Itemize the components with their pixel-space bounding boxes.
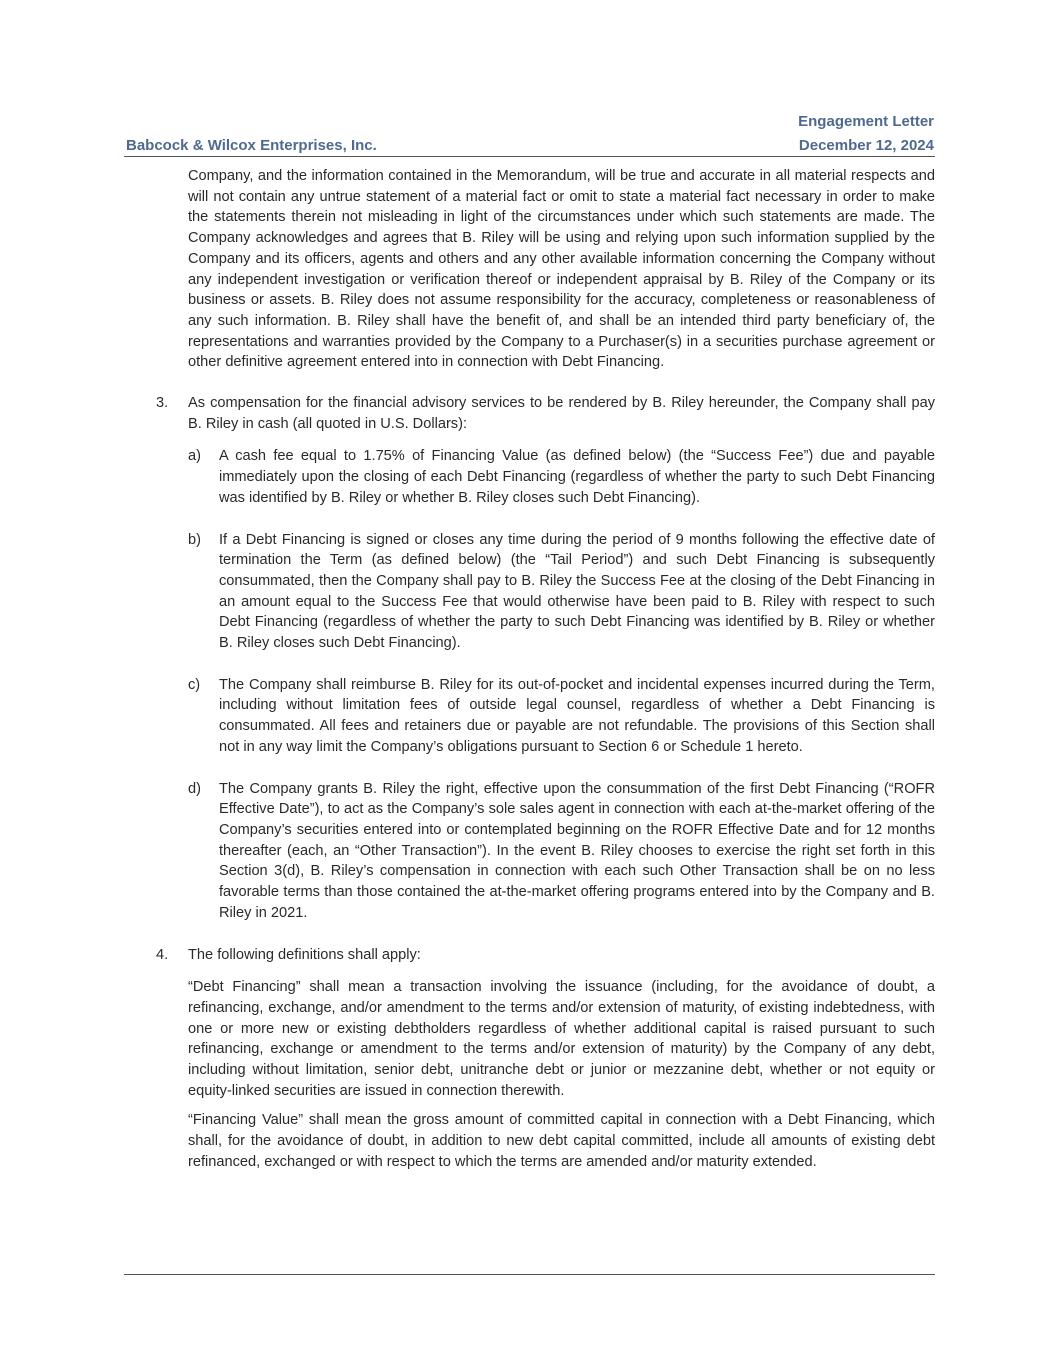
section-3 (124, 393, 935, 434)
list-item-label: b) (188, 531, 201, 548)
header-right (798, 110, 934, 158)
company-name: Babcock & Wilcox Enterprises, Inc. (126, 137, 377, 154)
footer-divider (124, 1274, 935, 1275)
list-item-text: The Company grants B. Riley the right, effective upon the consummation of the first Debt Financing (“ROFR Effective Date”), to act as the Company’s sole sales agent in connection with each at-the-market offering of the Company’s securities entered into or contemplated beginning on the ROFR Effective Date and for 12 months thereafter (each, an “Other Transaction”). In the event B. Riley chooses to exercise the right set forth in this Section 3(d), B. Riley’s compensation in connection with each such Other Transaction shall be on no less favorable terms than those contained the at-the-market offering programs entered into by the Company and B. Riley in 2021. (219, 780, 935, 921)
section-number: 3. (156, 395, 169, 412)
list-item-text: A cash fee equal to 1.75% of Financing Value (as defined below) (the “Success Fee”) due and payable immediately upon the closing of each Debt Financing (regardless of whether the party to such Debt Financing was identified by B. Riley or whether B. Riley closes such Debt Financing). (219, 448, 935, 506)
list-item-text: If a Debt Financing is signed or closes any time during the period of 9 months following the effective date of termination the Term (as defined below) (the “Tail Period”) and such Debt Financing is subsequently consummated, then the Company shall pay to B. Riley the Success Fee at the closing of the Debt Financing in an amount equal to the Success Fee that would otherwise have been paid to B. Riley with respect to such Debt Financing (regardless of whether the party to such Debt Financing was identified by B. Riley or whether B. Riley closes such Debt Financing). (219, 531, 935, 652)
section-text: As compensation for the financial advisory services to be rendered by B. Riley hereunder, the Company shall pay B. Riley in cash (all quoted in U.S. Dollars): (188, 395, 935, 432)
definition-paragraph: “Financing Value” shall mean the gross amount of committed capital in connection with a Debt Financing, which shall, for the avoidance of doubt, in addition to new debt capital committed, include all amounts of existing debt refinanced, exchanged or with respect to which the terms are amended and/or maturity extended. (188, 1112, 935, 1170)
list-item (124, 446, 935, 508)
list-item (124, 530, 935, 654)
list-item (124, 779, 935, 924)
section-number: 4. (156, 946, 169, 963)
section-4 (124, 945, 935, 966)
definition-paragraph: “Debt Financing” shall mean a transaction involving the issuance (including, for the avoidance of doubt, a refinancing, exchange, and/or amendment to the terms and/or extension of maturity, of existing indebtedness, with one or more new or existing debtholders regardless of whether additional capital is raised pursuant to such refinancing, exchange or amendment to the terms and/or extension of maturity) by the Company of any debt, including without limitation, senior debt, unitranche debt or junior or mezzanine debt, whether or not equity or equity-linked securities are issued in connection therewith. (188, 979, 935, 1099)
continued-paragraph: Company, and the information contained in the Memorandum, will be true and accurate in all material respects and will not contain any untrue statement of a material fact or omit to state a material fact necessary in order to make the statements therein not misleading in light of the circumstances under which such statements are made. The Company acknowledges and agrees that B. Riley will be using and relying upon such information supplied by the Company and its officers, agents and others and any other available information concerning the Company without any independent investigation or verification thereof or independent appraisal by B. Riley of the Company or its business or assets. B. Riley does not assume responsibility for the accuracy, completeness or reasonableness of any such information. B. Riley shall have the benefit of, and shall be an intended third party beneficiary of, the representations and warranties provided by the Company to a Purchaser(s) in a securities purchase agreement or other definitive agreement entered into in connection with Debt Financing. (188, 168, 935, 371)
document-type: Engagement Letter (798, 113, 934, 130)
header-divider (124, 156, 935, 157)
section-text: The following definitions shall apply: (188, 946, 421, 963)
list-item-label: d) (188, 780, 201, 797)
list-item-label: c) (188, 676, 201, 693)
page-body (124, 166, 935, 1182)
list-item-label: a) (188, 448, 201, 465)
list-item-text: The Company shall reimburse B. Riley for its out-of-pocket and incidental expenses incurred during the Term, including without limitation fees of outside legal counsel, regardless of whether a Debt Financing is consummated. All fees and retainers due or payable are not refundable. The provisions of this Section shall not in any way limit the Company’s obligations pursuant to Section 6 or Schedule 1 hereto. (219, 676, 935, 755)
document-date: December 12, 2024 (798, 137, 934, 154)
list-item (124, 675, 935, 758)
